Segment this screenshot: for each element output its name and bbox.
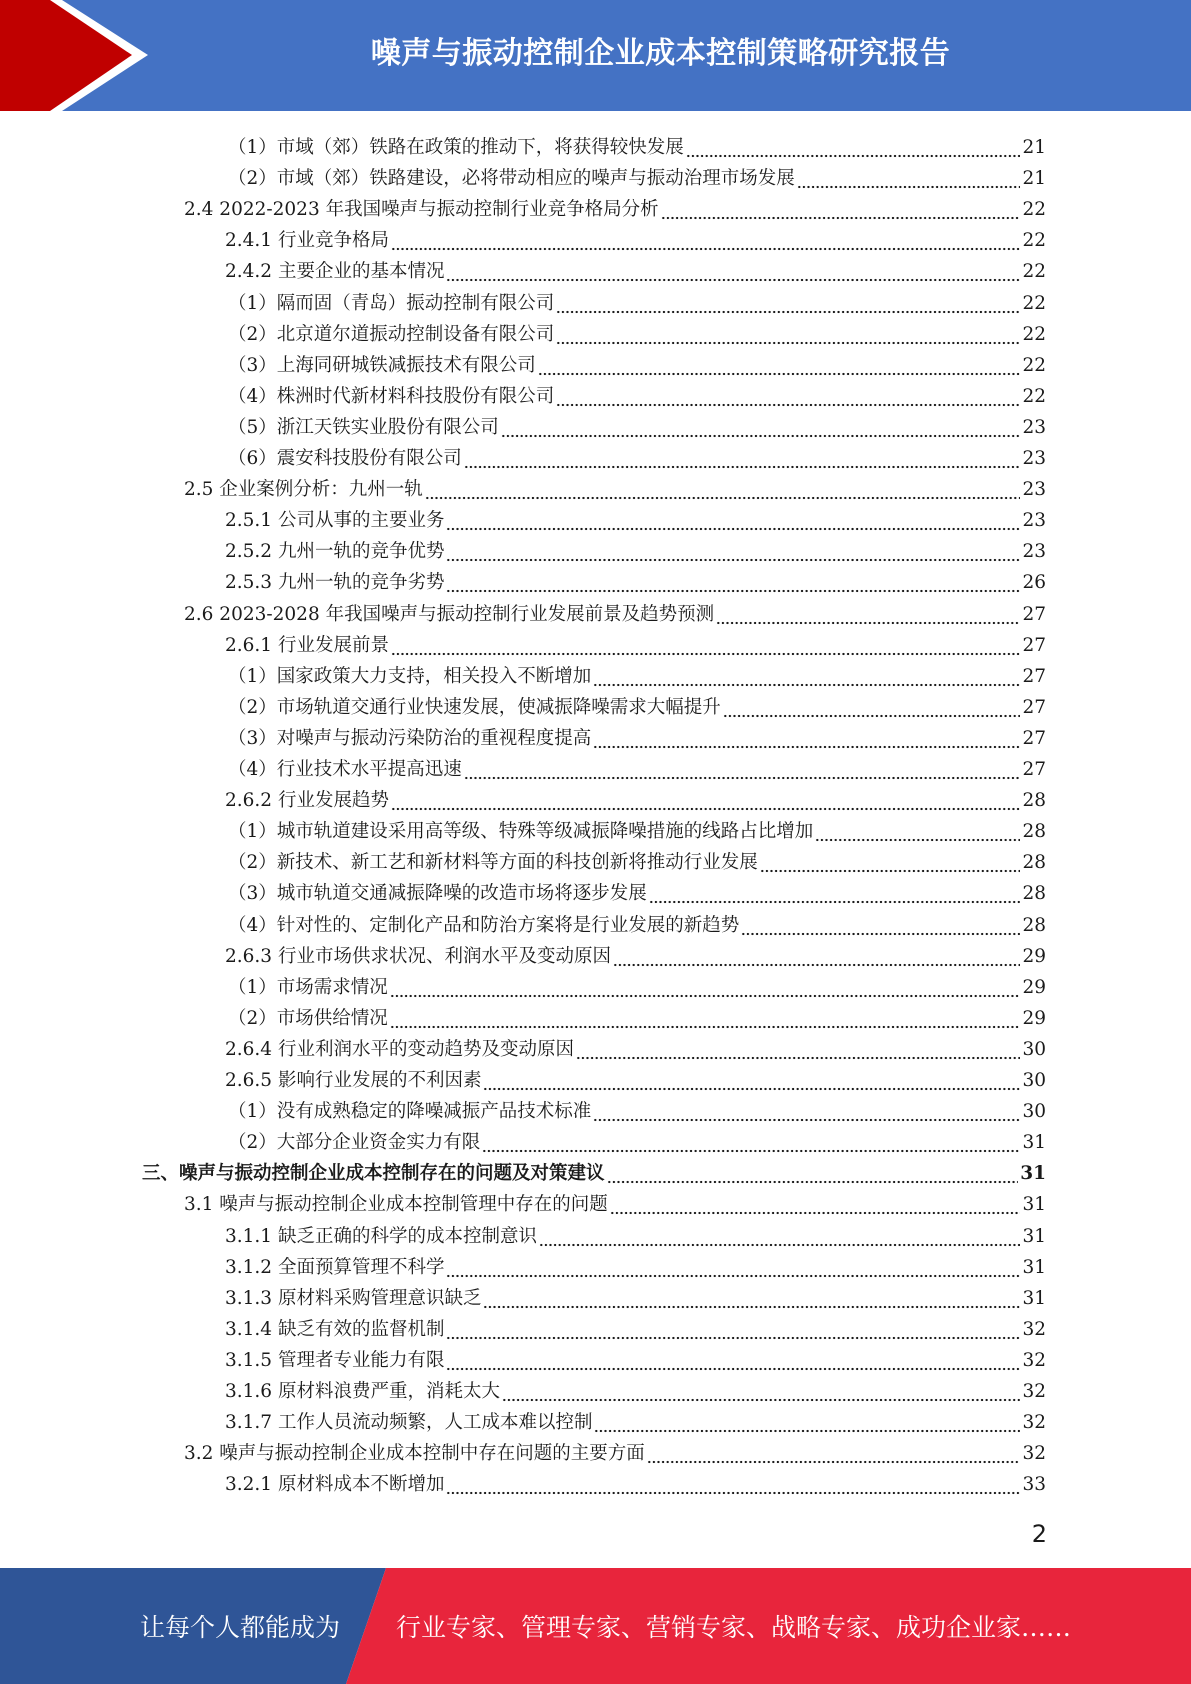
toc-entry[interactable] [225, 1403, 1046, 1434]
toc-entry[interactable] [228, 1092, 1046, 1123]
toc-entry-page: 22 [1022, 354, 1046, 376]
toc-entry-page: 27 [1022, 759, 1046, 780]
toc-entry-page: 22 [1022, 199, 1046, 221]
toc-entry[interactable] [228, 968, 1046, 999]
toc-entry-title: （1）隔而固（青岛）振动控制有限公司 [228, 292, 555, 314]
toc-entry-page: 32 [1022, 1349, 1046, 1371]
toc-entry[interactable] [228, 843, 1046, 874]
toc-entry[interactable] [228, 688, 1046, 719]
toc-entry-title: （1）没有成熟稳定的降噪减振产品技术标准 [228, 1101, 592, 1123]
toc-entry-page: 23 [1022, 448, 1046, 469]
toc-dot-leader [556, 293, 1020, 315]
toc-dot-leader [716, 604, 1020, 626]
toc-entry-page: 22 [1022, 385, 1046, 407]
toc-dot-leader [556, 324, 1020, 346]
toc-entry-page: 31 [1022, 1194, 1046, 1216]
toc-entry-title: 3.1.2 全面预算管理不科学 [225, 1256, 445, 1278]
toc-entry[interactable] [228, 377, 1046, 408]
toc-entry-title: （6）震安科技股份有限公司 [228, 448, 462, 469]
toc-entry-page: 21 [1022, 168, 1046, 190]
toc-entry-title: （2）市场轨道交通行业快速发展，使减振降噪需求大幅提升 [228, 696, 721, 718]
toc-dot-leader [501, 417, 1021, 439]
toc-entry-title: （2）北京道尔道振动控制设备有限公司 [228, 323, 555, 345]
toc-entry[interactable] [225, 626, 1046, 657]
toc-entry-page: 30 [1022, 1038, 1046, 1060]
toc-entry-page: 27 [1022, 634, 1046, 656]
toc-entry-title: （1）市域（郊）铁路在政策的推动下，将获得较快发展 [228, 137, 684, 158]
toc-dot-leader [686, 137, 1021, 159]
toc-dot-leader [446, 510, 1020, 532]
toc-entry[interactable] [225, 1248, 1046, 1279]
toc-entry-page: 29 [1022, 1007, 1046, 1029]
toc-entry-title: 2.5.3 九州一轨的竞争劣势 [225, 572, 445, 594]
toc-entry-title: 2.6 2023-2028 年我国噪声与振动控制行业发展前景及趋势预测 [184, 603, 715, 625]
page-header [0, 0, 1191, 111]
toc-entry-page: 30 [1022, 1070, 1046, 1091]
toc-entry-title: 3.1 噪声与振动控制企业成本控制管理中存在的问题 [184, 1194, 608, 1216]
toc-entry[interactable] [228, 750, 1046, 781]
toc-entry-page: 23 [1022, 479, 1046, 501]
toc-entry[interactable] [184, 470, 1046, 501]
toc-entry-title: 2.4 2022-2023 年我国噪声与振动控制行业竞争格局分析 [184, 199, 659, 221]
toc-entry[interactable] [225, 563, 1046, 594]
toc-entry[interactable] [225, 1341, 1046, 1372]
toc-entry-title: 2.5 企业案例分析：九州一轨 [184, 479, 423, 501]
toc-entry-title: （4）针对性的、定制化产品和防治方案将是行业发展的新趋势 [228, 914, 740, 936]
footer-slogan-lead: 让每个人都能成为 [140, 1613, 341, 1642]
toc-dot-leader [483, 1070, 1020, 1092]
toc-entry-page: 30 [1022, 1101, 1046, 1123]
toc-dot-leader [760, 852, 1021, 874]
toc-dot-leader [576, 1039, 1020, 1061]
toc-dot-leader [390, 977, 1021, 999]
page-number: 2 [1031, 1520, 1047, 1548]
toc-entry-page: 28 [1022, 790, 1046, 812]
toc-dot-leader [483, 1288, 1020, 1310]
toc-entry[interactable] [225, 1465, 1046, 1496]
toc-entry[interactable] [225, 1217, 1046, 1248]
toc-entry-page: 28 [1022, 852, 1046, 874]
toc-entry[interactable] [225, 221, 1046, 252]
toc-dot-leader [391, 230, 1020, 252]
toc-dot-leader [391, 635, 1020, 657]
toc-entry-page: 32 [1022, 1381, 1046, 1402]
footer-slogan-roles: 行业专家、管理专家、营销专家、战略专家、成功企业家…… [396, 1613, 1072, 1642]
toc-entry-page: 33 [1022, 1474, 1046, 1496]
toc-entry-title: 3.1.5 管理者专业能力有限 [225, 1349, 445, 1371]
toc-entry-title: 2.6.2 行业发展趋势 [225, 790, 389, 812]
toc-entry-title: 2.6.4 行业利润水平的变动趋势及变动原因 [225, 1038, 574, 1060]
toc-entry-page: 31 [1022, 1256, 1046, 1278]
page-footer [0, 1568, 1191, 1684]
toc-dot-leader [464, 759, 1021, 781]
toc-entry-title: 2.6.1 行业发展前景 [225, 634, 389, 656]
toc-entry[interactable] [228, 657, 1046, 688]
toc-entry[interactable] [225, 1310, 1046, 1341]
toc-dot-leader [647, 1443, 1021, 1465]
toc-entry[interactable] [225, 1030, 1046, 1061]
toc-entry-title: （1）市场需求情况 [228, 976, 388, 998]
toc-entry-page: 27 [1022, 727, 1046, 749]
toc-entry-title: （4）株洲时代新材料科技股份有限公司 [228, 385, 555, 407]
toc-dot-leader [446, 1350, 1020, 1372]
toc-entry[interactable] [225, 501, 1046, 532]
toc-entry-title: 2.4.2 主要企业的基本情况 [225, 261, 445, 283]
toc-dot-leader [539, 1226, 1020, 1248]
toc-dot-leader [446, 1474, 1020, 1496]
toc-entry-title: （2）大部分企业资金实力有限 [228, 1132, 481, 1154]
toc-entry-title: 2.5.1 公司从事的主要业务 [225, 510, 445, 532]
toc-entry-page: 23 [1022, 541, 1046, 563]
toc-entry-title: 3.1.6 原材料浪费严重，消耗太大 [225, 1381, 500, 1402]
toc-entry-title: 2.4.1 行业竞争格局 [225, 230, 389, 252]
toc-entry-title: 2.6.3 行业市场供求状况、利润水平及变动原因 [225, 945, 611, 967]
toc-entry[interactable] [184, 190, 1046, 221]
toc-dot-leader [723, 697, 1021, 719]
toc-entry-page: 21 [1022, 137, 1046, 158]
toc-entry-title: 2.6.5 影响行业发展的不利因素 [225, 1070, 482, 1091]
toc-entry-title: 2.5.2 九州一轨的竞争优势 [225, 541, 445, 563]
toc-entry-title: （3）对噪声与振动污染防治的重视程度提高 [228, 727, 592, 749]
toc-entry[interactable] [142, 1154, 1046, 1185]
toc-entry[interactable] [228, 315, 1046, 346]
toc-entry-page: 28 [1022, 914, 1046, 936]
toc-entry[interactable] [184, 1185, 1046, 1216]
toc-entry-page: 29 [1022, 945, 1046, 967]
toc-entry[interactable] [225, 937, 1046, 968]
toc-entry-page: 28 [1022, 821, 1046, 843]
toc-entry-page: 31 [1022, 1225, 1046, 1247]
toc-entry[interactable] [228, 284, 1046, 315]
toc-entry-page: 31 [1020, 1163, 1046, 1185]
toc-entry-page: 23 [1022, 416, 1046, 438]
toc-entry[interactable] [228, 128, 1046, 159]
toc-entry[interactable] [184, 595, 1046, 626]
toc-entry-title: （1）国家政策大力支持，相关投入不断增加 [228, 665, 592, 687]
toc-entry[interactable] [228, 439, 1046, 470]
toc-entry-title: （2）新技术、新工艺和新材料等方面的科技创新将推动行业发展 [228, 852, 758, 874]
toc-entry[interactable] [225, 1372, 1046, 1403]
toc-dot-leader [464, 448, 1021, 470]
toc-dot-leader [446, 261, 1020, 283]
toc-entry-page: 22 [1022, 292, 1046, 314]
toc-entry-page: 29 [1022, 976, 1046, 998]
toc-entry-page: 27 [1022, 603, 1046, 625]
toc-entry-title: 3.2.1 原材料成本不断增加 [225, 1474, 445, 1496]
toc-entry[interactable] [228, 1123, 1046, 1154]
toc-entry-title: 3.2 噪声与振动控制企业成本控制中存在问题的主要方面 [184, 1443, 645, 1465]
toc-dot-leader [593, 728, 1020, 750]
toc-entry-page: 31 [1022, 1132, 1046, 1154]
toc-dot-leader [538, 355, 1021, 377]
toc-dot-leader [741, 915, 1020, 937]
toc-dot-leader [815, 821, 1020, 843]
toc-entry-page: 27 [1022, 665, 1046, 687]
toc-dot-leader [797, 168, 1021, 190]
toc-entry-title: 3.1.1 缺乏正确的科学的成本控制意识 [225, 1225, 537, 1247]
toc-entry[interactable] [225, 1061, 1046, 1092]
toc-entry[interactable] [228, 719, 1046, 750]
toc-entry-page: 22 [1022, 230, 1046, 252]
toc-entry[interactable] [228, 408, 1046, 439]
toc-dot-leader [446, 1319, 1020, 1341]
toc-entry-title: （4）行业技术水平提高迅速 [228, 759, 462, 780]
toc-entry[interactable] [184, 1434, 1046, 1465]
toc-dot-leader [390, 1008, 1021, 1030]
toc-dot-leader [425, 479, 1021, 501]
toc-entry-page: 28 [1022, 883, 1046, 905]
toc-entry-title: （2）市域（郊）铁路建设，必将带动相应的噪声与振动治理市场发展 [228, 168, 795, 190]
toc-dot-leader [446, 541, 1020, 563]
toc-dot-leader [607, 1163, 1019, 1185]
toc-dot-leader [391, 790, 1020, 812]
toc-entry[interactable] [225, 781, 1046, 812]
toc-dot-leader [649, 883, 1021, 905]
toc-entry-title: 3.1.4 缺乏有效的监督机制 [225, 1318, 445, 1340]
toc-dot-leader [593, 666, 1020, 688]
toc-dot-leader [613, 946, 1020, 968]
toc-entry-page: 26 [1022, 572, 1046, 594]
toc-dot-leader [594, 1412, 1020, 1434]
toc-entry-page: 32 [1022, 1443, 1046, 1465]
toc-dot-leader [446, 572, 1020, 594]
toc-entry-page: 22 [1022, 323, 1046, 345]
toc-dot-leader [446, 1257, 1020, 1279]
toc-entry[interactable] [228, 999, 1046, 1030]
toc-entry-title: （1）城市轨道建设采用高等级、特殊等级减振降噪措施的线路占比增加 [228, 821, 814, 843]
toc-entry-title: 3.1.7 工作人员流动频繁，人工成本难以控制 [225, 1412, 593, 1434]
toc-entry[interactable] [225, 252, 1046, 283]
toc-dot-leader [482, 1132, 1020, 1154]
toc-entry[interactable] [225, 532, 1046, 563]
toc-dot-leader [661, 199, 1021, 221]
toc-entry-page: 22 [1022, 261, 1046, 283]
toc-entry-title: 三、噪声与振动控制企业成本控制存在的问题及对策建议 [142, 1163, 605, 1185]
toc-entry[interactable] [228, 346, 1046, 377]
toc-entry-title: （5）浙江天铁实业股份有限公司 [228, 416, 499, 438]
toc-entry[interactable] [228, 906, 1046, 937]
toc-entry[interactable] [228, 874, 1046, 905]
toc-entry-title: （2）市场供给情况 [228, 1007, 388, 1029]
report-title: 噪声与振动控制企业成本控制策略研究报告 [370, 36, 951, 71]
toc-entry-page: 32 [1022, 1412, 1046, 1434]
toc-entry-page: 32 [1022, 1318, 1046, 1340]
toc-entry-page: 23 [1022, 510, 1046, 532]
toc-entry-page: 31 [1022, 1287, 1046, 1309]
toc-entry-title: （3）上海同研城铁减振技术有限公司 [228, 354, 536, 376]
toc-entry[interactable] [228, 159, 1046, 190]
toc-entry-title: （3）城市轨道交通减振降噪的改造市场将逐步发展 [228, 883, 647, 905]
toc-dot-leader [593, 1101, 1020, 1123]
toc-dot-leader [610, 1194, 1021, 1216]
toc-dot-leader [556, 386, 1020, 408]
toc-dot-leader [502, 1381, 1020, 1403]
toc-entry-page: 27 [1022, 696, 1046, 718]
toc-entry-title: 3.1.3 原材料采购管理意识缺乏 [225, 1287, 482, 1309]
toc-entry[interactable] [228, 812, 1046, 843]
toc-entry[interactable] [225, 1279, 1046, 1310]
